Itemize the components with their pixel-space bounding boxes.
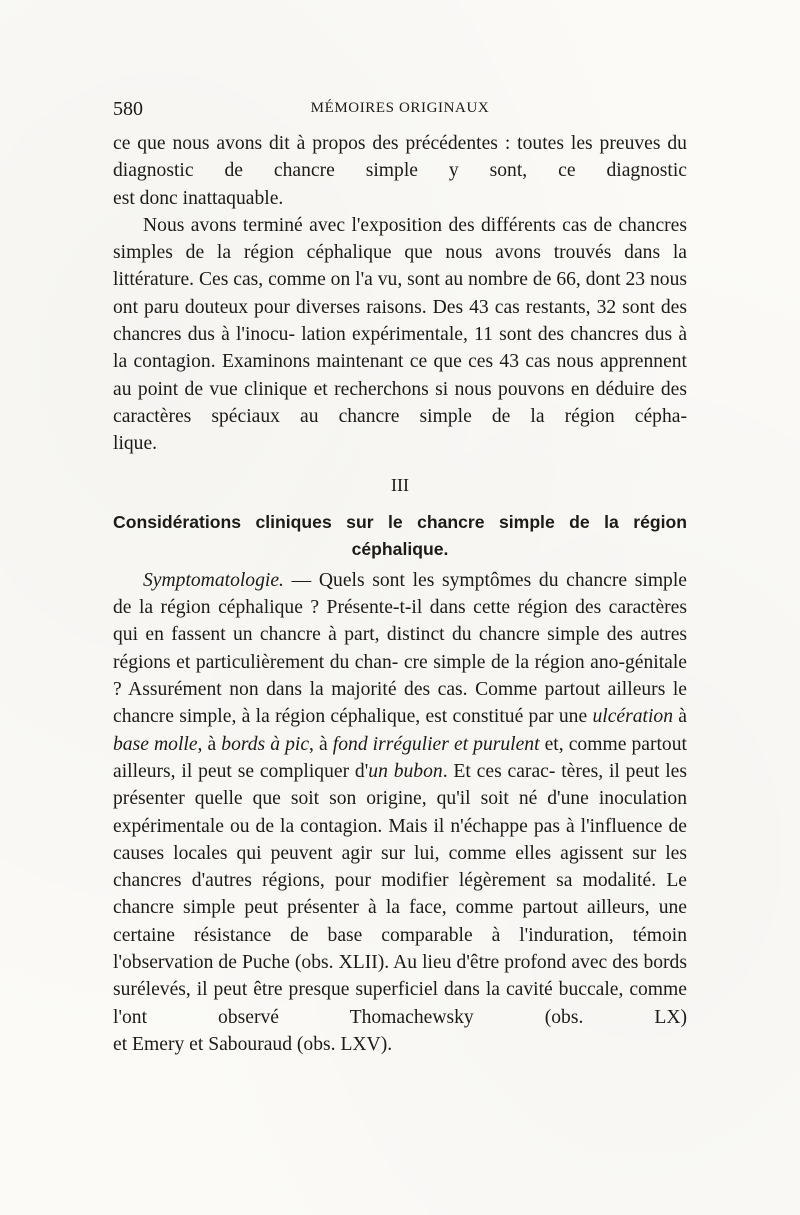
text-line: régions, pour modifier légèrement sa modalité. Le chancre <box>113 870 687 919</box>
text-line: lique. <box>113 433 158 455</box>
text-fragment: , à <box>197 733 222 755</box>
running-title: MÉMOIRES ORIGINAUX <box>310 100 490 116</box>
text-line: partout ailleurs, il peut se compliquer d' <box>113 733 687 782</box>
text-line: trouvés dans la littérature. Ces cas, comme on l'a vu, sont au <box>113 242 687 291</box>
paragraph-1 <box>113 130 687 185</box>
body-text <box>113 130 687 1058</box>
text-line: Nous avons terminé avec l'exposition des différents cas de <box>143 214 613 236</box>
text-line: certaine résistance de base comparable à l'induration, témoin <box>113 924 687 946</box>
text-line: des bords surélevés, il peut être presque superficiel dans la <box>113 952 687 1001</box>
page-number: 580 <box>113 98 143 120</box>
text-line: tères, il peut les présenter quelle que soit son origine, qu'il <box>113 760 687 810</box>
section-title <box>113 509 687 563</box>
paragraph-3-end <box>113 1031 687 1058</box>
text-line: point de vue clinique et recherchons si nous pouvons en déduire <box>137 378 655 400</box>
text-line: agir sur lui, comme elles agissent sur les chancres d'autres <box>113 842 687 892</box>
italic-term: fond irrégulier et purulent <box>332 733 540 755</box>
text-line: raisons. Des 43 cas restants, 32 sont des chancres dus à l'inocu- <box>113 296 687 346</box>
text-line: des caractères qui en fassent un chancre à part, distinct du <box>113 597 687 646</box>
text-fragment: à <box>673 706 688 728</box>
text-line: lation expérimentale, 11 sont des chancres dus à la contagion. <box>113 324 688 373</box>
italic-term: un bubon <box>368 760 443 782</box>
text-line: cavité buccale, comme l'ont observé Thomachewsky (obs. LX) <box>113 979 687 1028</box>
text-line: simple peut présenter à la face, comme partout ailleurs, une <box>183 897 687 919</box>
text-line: la région céphalique, est constitué par une <box>255 706 593 728</box>
paragraph-2-end <box>113 430 687 457</box>
text-line: est donc inattaquable. <box>113 187 284 209</box>
italic-term: molle <box>154 733 198 755</box>
paragraph-3 <box>113 567 687 1031</box>
text-line: soit né d'une inoculation expérimentale ou de la contagion. <box>113 788 687 837</box>
text-line: Examinons maintenant ce que ces 43 cas nous apprennent au <box>113 351 688 400</box>
text-fragment: . Et ces carac- <box>442 760 556 782</box>
section-title-line-2: céphalique. <box>351 538 449 559</box>
section-number: III <box>391 474 409 495</box>
text-line: majorité des cas. Comme partout ailleurs le chancre simple, à <box>113 679 687 728</box>
section-title-line-1: Considérations cliniques sur le chancre simple de la région <box>113 511 687 532</box>
text-line: Mais il n'échappe pas à l'influence de causes locales qui peuvent <box>113 815 687 864</box>
italic-term: ulcération <box>592 706 674 728</box>
running-head <box>113 98 687 124</box>
text-line: preuves du diagnostic de chancre simple y sont, ce diagnostic <box>113 133 687 182</box>
text-line: et Emery et Sabouraud (obs. LXV). <box>113 1033 393 1055</box>
italic-term: base <box>113 733 149 755</box>
text-line: nombre de 66, dont 23 nous ont paru douteux pour diverses <box>113 269 687 318</box>
text-line: chancres simples de la région céphalique que nous avons <box>113 214 687 264</box>
text-fragment: , à <box>309 733 333 755</box>
text-line: — Quels sont les symptômes du chancre <box>283 569 628 591</box>
text-line: des caractères spéciaux au chancre simple de la région cépha- <box>113 378 687 427</box>
italic-term: bords à pic <box>221 733 310 755</box>
text-line: ce que nous avons dit à propos des précédentes : toutes les <box>113 133 593 154</box>
text-line: chancre simple des autres régions et particulièrement du chan- <box>113 624 688 673</box>
paragraph-1-end <box>113 185 687 212</box>
paragraph-2 <box>113 212 687 430</box>
text-line: l'observation de Puche (obs. XLII). Au lieu d'être profond avec <box>113 952 608 974</box>
text-line: cre simple de la région ano-génitale ? Assurément non dans la <box>113 651 687 701</box>
subsection-lead: Symptomatologie. <box>143 569 284 591</box>
text-line: simple de la région céphalique ? Présente-t-il dans cette région <box>113 569 687 619</box>
text-fragment: et, comme <box>539 733 627 755</box>
